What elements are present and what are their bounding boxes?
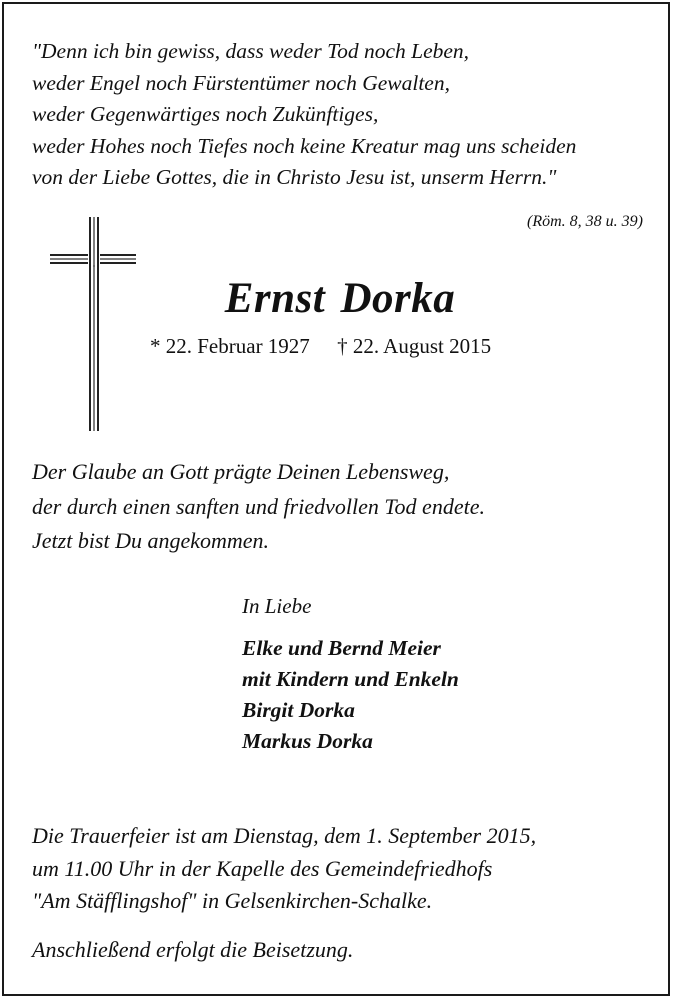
tribute-line: der durch einen sanften und friedvollen Tod endete. xyxy=(32,493,485,519)
deceased-first-name: Ernst xyxy=(224,275,326,322)
bible-quote xyxy=(32,36,576,194)
funeral-line: Die Trauerfeier ist am Dienstag, dem 1. September 2015, xyxy=(32,823,537,848)
mourners-list xyxy=(242,633,459,757)
birth-date: * 22. Februar 1927 xyxy=(150,334,310,358)
tribute-line: Der Glaube an Gott prägte Deinen Lebensweg, xyxy=(32,459,450,484)
tribute-text xyxy=(32,455,485,559)
quote-line: "Denn ich bin gewiss, dass weder Tod noch Leben, xyxy=(32,39,470,63)
quote-citation: (Röm. 8, 38 u. 39) xyxy=(527,213,643,230)
mourners-intro: In Liebe xyxy=(242,594,312,618)
deceased-name xyxy=(0,274,676,323)
quote-line: weder Hohes noch Tiefes noch keine Kreatur mag uns scheiden xyxy=(32,133,577,158)
mourner-name: mit Kindern und Enkeln xyxy=(242,667,459,691)
deceased-last-name: Dorka xyxy=(340,275,456,322)
mourner-name: Elke und Bernd Meier xyxy=(242,636,441,660)
life-dates xyxy=(150,334,491,359)
funeral-line: um 11.00 Uhr in der Kapelle des Gemeindefriedhofs xyxy=(32,855,493,881)
quote-line: von der Liebe Gottes, die in Christo Jesu ist, unserm Herrn." xyxy=(32,165,557,189)
mourner-name: Birgit Dorka xyxy=(242,698,355,722)
quote-line: weder Gegenwärtiges noch Zukünftiges, xyxy=(32,102,379,126)
burial-note: Anschließend erfolgt die Beisetzung. xyxy=(32,937,354,962)
mourner-name: Markus Dorka xyxy=(242,729,373,753)
funeral-line: "Am Stäfflingshof" in Gelsenkirchen-Schalke. xyxy=(32,888,433,913)
quote-line: weder Engel noch Fürstentümer noch Gewalten, xyxy=(32,70,450,95)
tribute-line: Jetzt bist Du angekommen. xyxy=(32,528,270,553)
cross-icon xyxy=(50,215,136,433)
funeral-details xyxy=(32,820,536,918)
death-date: † 22. August 2015 xyxy=(337,334,492,358)
